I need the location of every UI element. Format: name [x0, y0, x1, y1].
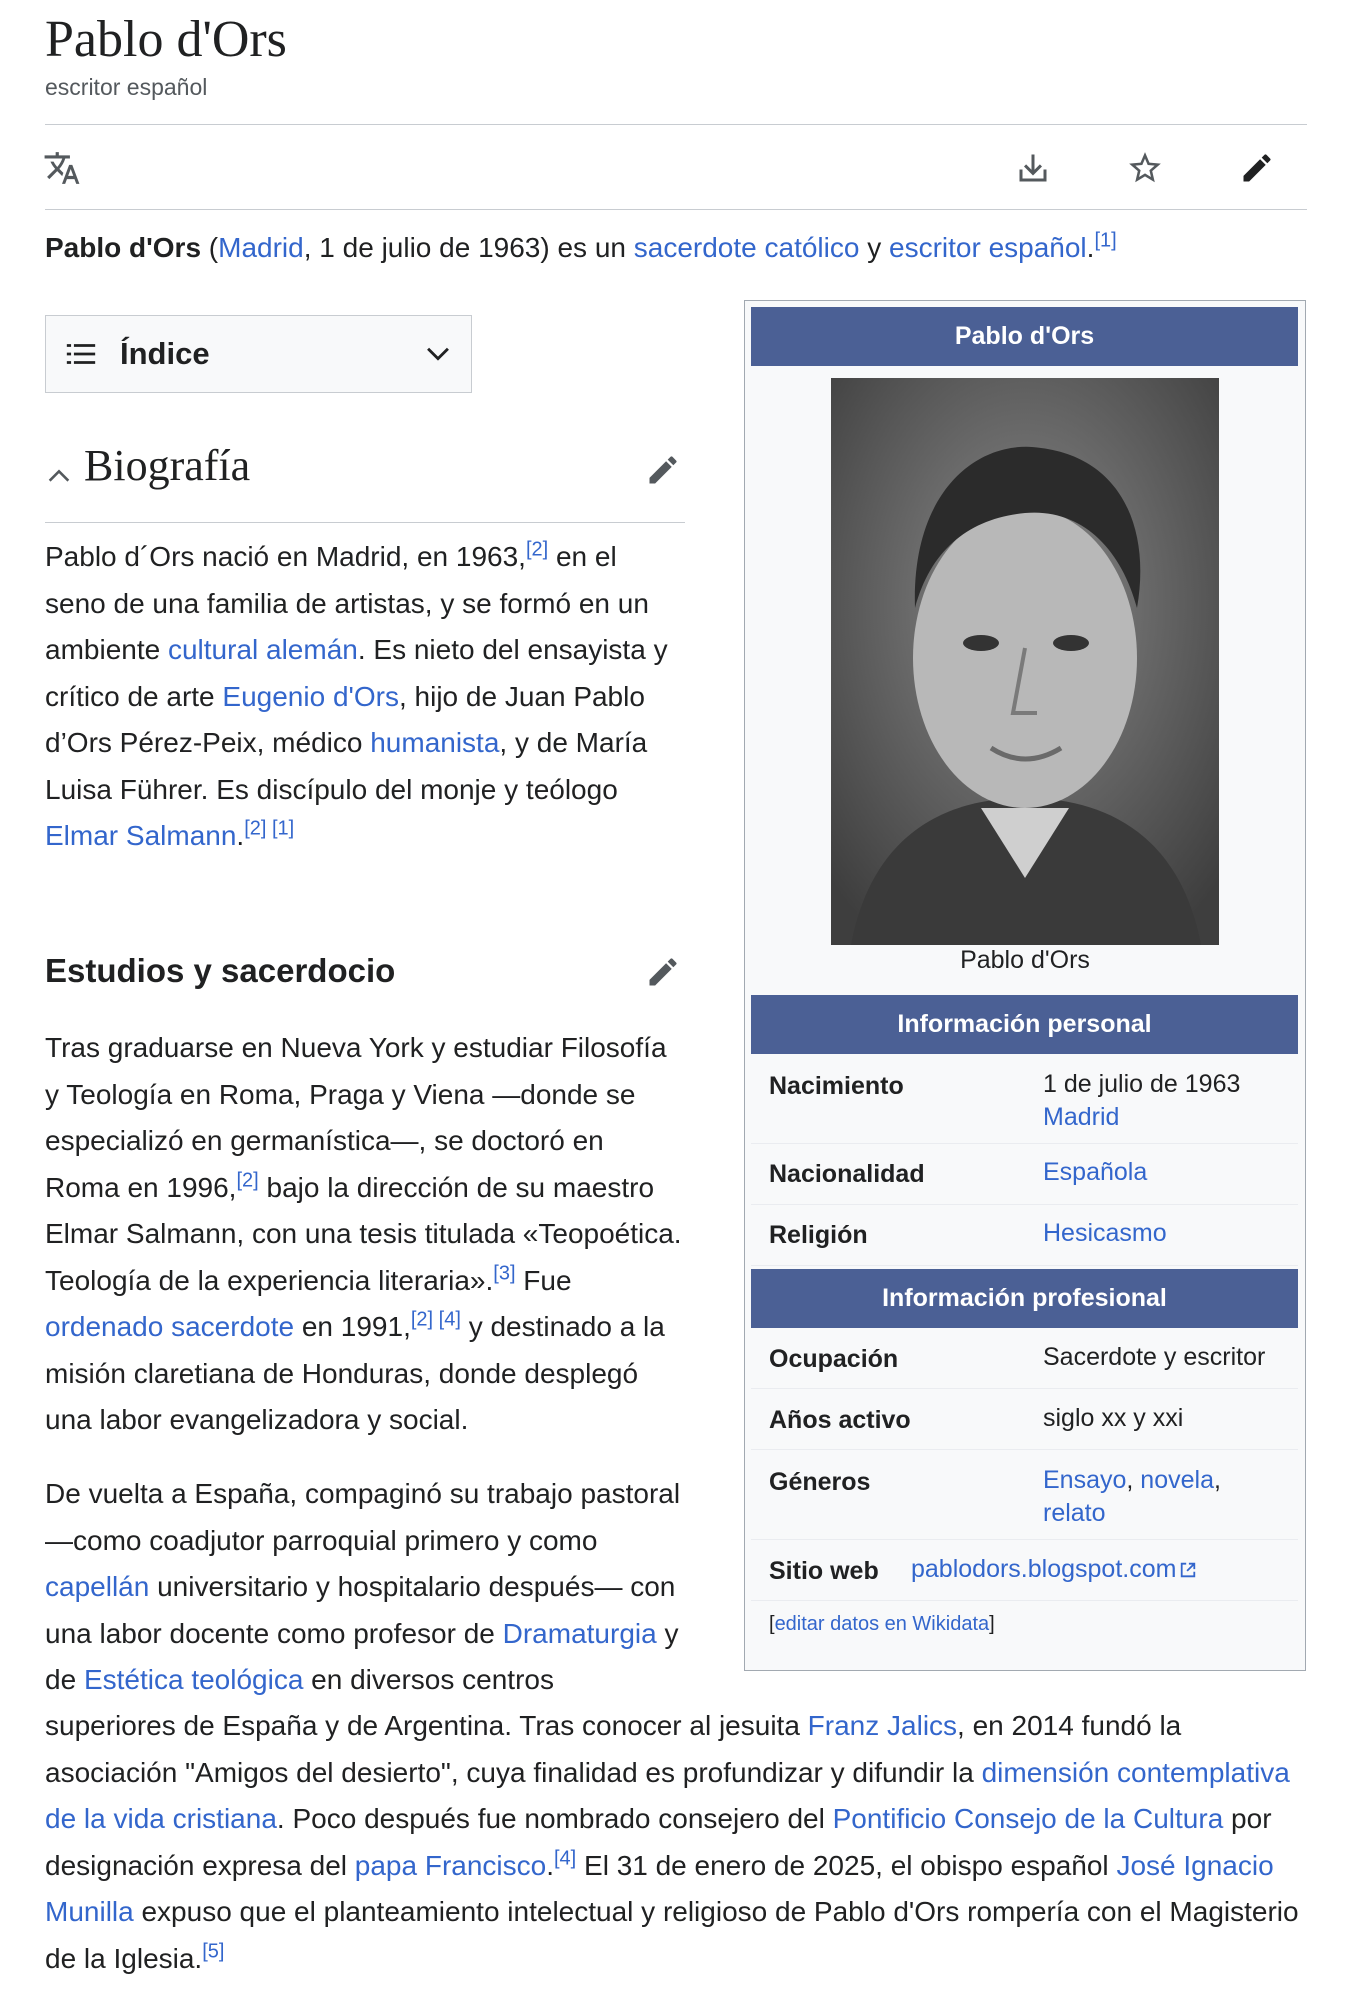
text: y de	[45, 1617, 679, 1695]
ref-link[interactable]: [2]	[410, 1308, 434, 1331]
text: . Es nieto del ensayista y crítico de arte	[45, 634, 668, 712]
ref-link[interactable]: [3]	[493, 1262, 516, 1285]
birth-date: 1 de julio de 1963	[1043, 1070, 1241, 1098]
text: bajo la dirección de su maestro Elmar Salmann, con una tesis titulada «Teopoética. Teología de la experiencia literaria».	[45, 1171, 682, 1296]
divider	[45, 209, 1307, 210]
text: (	[201, 232, 219, 263]
portrait-photo[interactable]	[831, 378, 1219, 945]
ref-link[interactable]: [1]	[1094, 229, 1117, 252]
infobox-row-sitio-web	[751, 1540, 1298, 1601]
infobox-title: Pablo d'Ors	[751, 307, 1298, 366]
infobox-row-ocupacion	[751, 1328, 1298, 1389]
download-icon[interactable]	[1013, 148, 1053, 188]
infobox	[744, 300, 1306, 1671]
text: [	[769, 1613, 775, 1635]
infobox-value	[1043, 1464, 1283, 1530]
text: Pablo d´Ors nació en Madrid, en 1963,	[45, 541, 526, 572]
edit-section-icon[interactable]	[645, 954, 681, 990]
section-title: Biografía	[84, 441, 251, 490]
link-editar-wikidata[interactable]: editar datos en Wikidata	[774, 1613, 990, 1635]
page-title: Pablo d'Ors	[45, 11, 287, 68]
paragraph-estudios-2	[45, 1471, 685, 1704]
link-sacerdote-catolico[interactable]: sacerdote católico	[633, 232, 860, 263]
link-madrid[interactable]: Madrid	[1043, 1103, 1120, 1131]
toc-label: Índice	[120, 336, 210, 371]
divider	[45, 124, 1307, 125]
link-estetica-teologica[interactable]: Estética teológica	[83, 1664, 304, 1695]
ref-link[interactable]: [2]	[244, 817, 267, 840]
wikidata-edit	[769, 1613, 995, 1636]
photo-caption: Pablo d'Ors	[960, 946, 1090, 974]
divider	[45, 522, 685, 523]
infobox-section-professional: Información profesional	[751, 1269, 1298, 1328]
link-novela[interactable]: novela	[1140, 1466, 1214, 1494]
text: Fue	[515, 1264, 572, 1296]
link-escritor-espanol[interactable]: escritor español	[889, 232, 1087, 263]
link-dramaturgia[interactable]: Dramaturgia	[502, 1617, 657, 1649]
ref-link[interactable]: [4]	[553, 1847, 577, 1870]
text: , 1 de julio de 1963) es un	[303, 232, 634, 263]
text: De vuelta a España, compaginó su trabajo pastoral —como coadjutor parroquial primero y como	[45, 1478, 681, 1556]
text: .	[546, 1849, 554, 1881]
chevron-up-icon[interactable]	[45, 462, 73, 490]
link-relato[interactable]: relato	[1043, 1499, 1106, 1527]
list-icon	[64, 337, 98, 371]
infobox-row-generos	[751, 1450, 1298, 1540]
infobox-value	[911, 1553, 1197, 1586]
link-elmar-salmann[interactable]: Elmar Salmann	[45, 820, 237, 851]
link-website[interactable]: pablodors.blogspot.com	[911, 1555, 1177, 1583]
lead-paragraph	[45, 228, 1305, 268]
ref-link[interactable]: [1]	[272, 817, 295, 840]
text: en el seno de una familia de artistas, y se formó en un ambiente	[45, 541, 649, 665]
paragraph-estudios-2-continued	[45, 1703, 1310, 1982]
text: ,	[1126, 1466, 1141, 1494]
text: ]	[989, 1613, 995, 1635]
ref-link[interactable]: [5]	[202, 1940, 225, 1963]
infobox-label: Sitio web	[769, 1557, 879, 1585]
text: superiores de España y de Argentina. Tras conocer al jesuita	[45, 1710, 808, 1741]
link-dimension-contemplativa[interactable]: dimensión contemplativa de la vida cristiana	[45, 1756, 1290, 1834]
chevron-down-icon	[421, 336, 455, 370]
section-title: Estudios y sacerdocio	[45, 952, 396, 989]
paragraph-estudios-1	[45, 1025, 685, 1444]
infobox-label: Años activo	[769, 1406, 911, 1434]
text: en 1991,	[294, 1311, 411, 1342]
infobox-value: Sacerdote y escritor	[1043, 1343, 1266, 1371]
pencil-icon[interactable]	[1237, 148, 1277, 188]
text: ,	[1213, 1466, 1221, 1494]
link-eugenio-dors[interactable]: Eugenio d'Ors	[222, 680, 399, 712]
link-franz-jalics[interactable]: Franz Jalics	[807, 1710, 958, 1741]
text: , y de María Luisa Führer. Es discípulo del monje y teólogo	[45, 727, 648, 805]
infobox-label: Nacimiento	[769, 1072, 904, 1100]
subject-name: Pablo d'Ors	[45, 232, 202, 263]
link-hesicasmo[interactable]: Hesicasmo	[1043, 1219, 1167, 1247]
infobox-label: Géneros	[769, 1468, 871, 1496]
page-subtitle: escritor español	[45, 74, 208, 100]
text: Tras graduarse en Nueva York y estudiar Filosofía y Teología en Roma, Praga y Viena —donde se especializó en germanística—, se doctoró en Roma en 1996,	[45, 1032, 667, 1203]
link-humanista[interactable]: humanista	[370, 727, 500, 758]
infobox-row-anos-activo	[751, 1389, 1298, 1450]
link-madrid[interactable]: Madrid	[218, 232, 304, 263]
infobox-row-religion	[751, 1205, 1298, 1266]
text: . Poco después fue nombrado consejero del	[276, 1803, 833, 1834]
section-heading-biografia[interactable]	[45, 440, 685, 520]
link-jose-ignacio-munilla[interactable]: José Ignacio Munilla	[45, 1849, 1274, 1927]
infobox-value	[1043, 1068, 1240, 1134]
infobox-section-personal: Información personal	[751, 995, 1298, 1054]
ref-link[interactable]: [2]	[525, 538, 549, 561]
link-ensayo[interactable]: Ensayo	[1043, 1466, 1127, 1494]
toc-toggle[interactable]	[45, 315, 472, 393]
section-heading-estudios	[45, 950, 685, 1000]
infobox-label: Religión	[769, 1221, 868, 1249]
infobox-label: Ocupación	[769, 1345, 899, 1373]
text: .	[236, 820, 245, 851]
text: y destinado a la misión claretiana de Honduras, donde desplegó una labor evangelizadora y social.	[45, 1311, 665, 1435]
text: expuso que el planteamiento intelectual y religioso de Pablo d'Ors rompería con el Magisterio de la Iglesia.	[45, 1896, 1299, 1974]
paragraph-biografia	[45, 534, 685, 860]
infobox-row-nacionalidad	[751, 1144, 1298, 1205]
link-pontificio-consejo[interactable]: Pontificio Consejo de la Cultura	[832, 1803, 1224, 1834]
link-espanola[interactable]: Española	[1043, 1158, 1148, 1186]
edit-section-icon[interactable]	[645, 452, 681, 488]
text: .	[1086, 232, 1095, 263]
text: , hijo de Juan Pablo d’Ors Pérez-Peix, médico	[45, 680, 645, 758]
translate-icon[interactable]	[42, 148, 82, 188]
link-ordenado-sacerdote[interactable]: ordenado sacerdote	[45, 1311, 295, 1342]
text: , en 2014 fundó la asociación "Amigos del desierto", cuya finalidad es profundizar y difundir la	[45, 1710, 1182, 1788]
star-icon[interactable]	[1125, 148, 1165, 188]
text: universitario y hospitalario después— con una labor docente como profesor de	[45, 1571, 676, 1649]
text: en diversos centros	[303, 1664, 554, 1695]
text: El 31 de enero de 2025, el obispo español	[576, 1849, 1117, 1881]
infobox-value: siglo xx y xxi	[1043, 1404, 1184, 1432]
link-capellan[interactable]: capellán	[45, 1571, 150, 1602]
text: y	[859, 232, 889, 263]
text: por designación expresa del	[45, 1803, 1272, 1881]
infobox-row-nacimiento	[751, 1054, 1298, 1144]
link-papa-francisco[interactable]: papa Francisco	[354, 1849, 547, 1881]
ref-link[interactable]: [4]	[438, 1308, 461, 1331]
ref-link[interactable]: [2]	[236, 1169, 259, 1192]
external-link-icon	[1179, 1561, 1197, 1579]
link-cultural-aleman[interactable]: cultural alemán	[167, 634, 358, 665]
infobox-label: Nacionalidad	[769, 1160, 925, 1188]
